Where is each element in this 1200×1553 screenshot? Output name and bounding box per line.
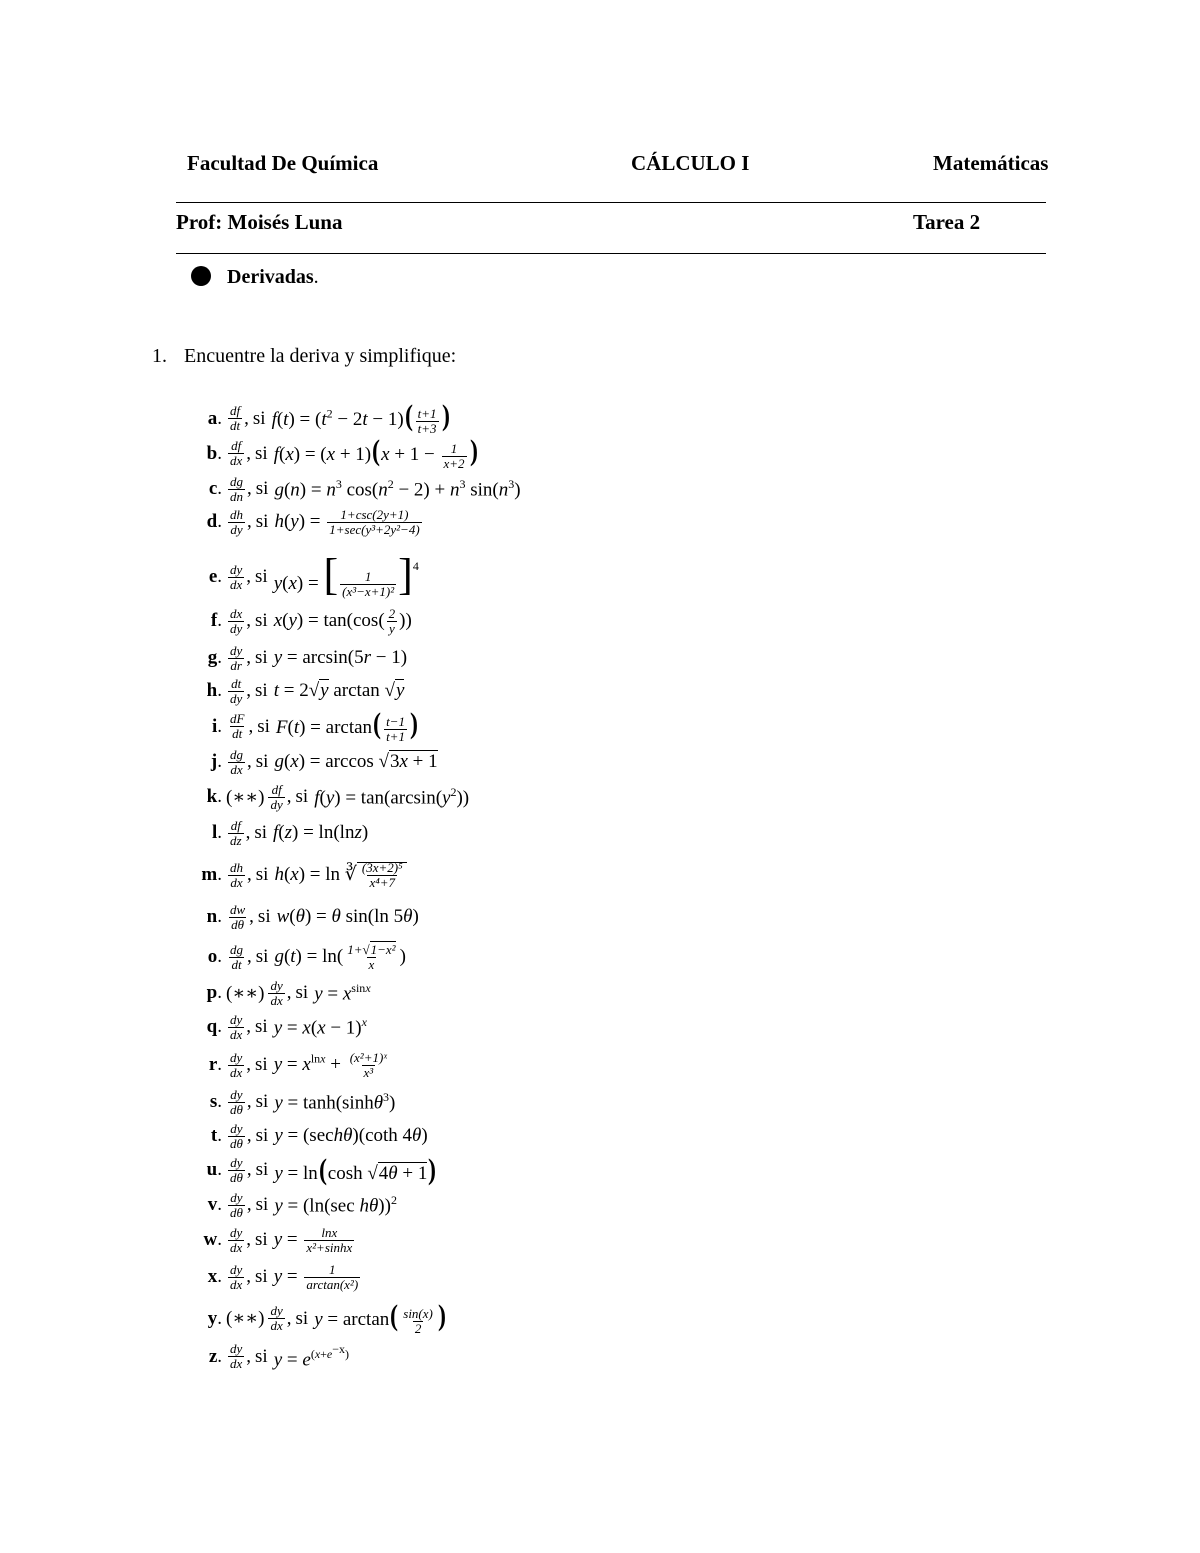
item-letter: c . bbox=[196, 478, 222, 500]
derivative-operator: $\frac{dy}{dx}$ bbox=[230, 1341, 243, 1372]
derivative-operator: $\frac{dh}{dy}$ bbox=[230, 506, 243, 537]
list-item: v . $\frac{dy}{d\theta}$ , si y = (ln(sec hθ))$^2$ bbox=[196, 1188, 397, 1222]
item-letter: u . bbox=[196, 1159, 222, 1181]
derivative-operator: $\frac{dg}{dx}$ bbox=[230, 746, 243, 777]
list-item: w . $\frac{dy}{dx}$ , si y = $\frac{\ln x}{\text{x²+sinhx}}$ bbox=[196, 1223, 356, 1257]
list-item: j . $\frac{dg}{dx}$ , si g(x) = arccos √3x + 1 bbox=[196, 745, 438, 779]
item-letter: q . bbox=[196, 1016, 222, 1038]
item-letter: b . bbox=[196, 443, 222, 465]
derivative-operator: $\frac{dy}{d\theta}$ bbox=[230, 1120, 243, 1151]
list-item: g . $\frac{dy}{dr}$ , si y = arcsin(5r − 1) bbox=[196, 641, 407, 675]
faculty-name: Facultad De Química bbox=[187, 151, 379, 175]
item-letter: x . bbox=[196, 1266, 222, 1288]
item-letter: t . bbox=[196, 1125, 222, 1147]
difficulty-marker: (∗∗) bbox=[226, 1308, 265, 1330]
list-item: y . (∗∗) $\frac{dy}{dx}$ , si y = arctan( $\frac{\sin(x)}{2}$ ) bbox=[196, 1302, 447, 1336]
item-letter: m . bbox=[196, 864, 222, 886]
derivative-operator: $\frac{df}{dy}$ bbox=[270, 781, 283, 812]
derivative-operator: $\frac{dw}{d\theta}$ bbox=[230, 901, 246, 932]
item-letter: f . bbox=[196, 610, 222, 632]
derivative-operator: $\frac{df}{dt}$ bbox=[230, 403, 241, 434]
course-title: CÁLCULO I bbox=[631, 151, 750, 175]
derivative-operator: $\frac{dy}{dx}$ bbox=[230, 1011, 243, 1042]
derivative-operator: $\frac{dy}{dx}$ bbox=[230, 1049, 243, 1080]
bullet-icon bbox=[191, 266, 211, 286]
item-letter: w . bbox=[196, 1229, 222, 1251]
derivative-operator: $\frac{df}{dx}$ bbox=[230, 438, 243, 469]
header-divider-top bbox=[176, 202, 1046, 203]
item-letter: i . bbox=[196, 716, 222, 738]
professor-name: Prof: Moisés Luna bbox=[176, 210, 343, 234]
list-item: b . $\frac{df}{dx}$ , si f(x) = (x + 1)(x + 1 − $\frac{1}{x+2}$ ) bbox=[196, 437, 479, 471]
derivative-operator: $\frac{dg}{dn}$ bbox=[230, 473, 243, 504]
item-letter: n . bbox=[196, 906, 222, 928]
derivative-operator: $\frac{dx}{dy}$ bbox=[230, 605, 243, 636]
list-item: h . $\frac{dt}{dy}$ , si t = 2√y arctan √y bbox=[196, 674, 404, 708]
list-item: s . $\frac{dy}{d\theta}$ , si y = tanh(sinhθ$^3$) bbox=[196, 1085, 395, 1119]
assignment-label: Tarea 2 bbox=[913, 210, 981, 234]
item-letter: h . bbox=[196, 680, 222, 702]
item-letter: v . bbox=[196, 1194, 222, 1216]
difficulty-marker: (∗∗) bbox=[226, 786, 265, 808]
difficulty-marker: (∗∗) bbox=[226, 982, 265, 1004]
list-item: x . $\frac{dy}{dx}$ , si y = $\frac{1}{\text{arctan(x²)}}$ bbox=[196, 1260, 362, 1294]
list-item: a . $\frac{df}{dt}$ , si $f(t) = (t^2 - 2t - 1)$( $\frac{t+1}{t+3}$ ) bbox=[196, 402, 451, 436]
question-number: 1. bbox=[152, 345, 167, 367]
list-item: m . $\frac{dh}{dx}$ , si h(x) = ln ∛ $\frac{\text{(3x+2)⁵}}{\text{x⁴+7}}$ bbox=[196, 858, 407, 892]
derivative-operator: $\frac{dg}{dt}$ bbox=[230, 941, 243, 972]
derivative-operator: $\frac{dy}{dx}$ bbox=[270, 977, 283, 1008]
item-letter: d . bbox=[196, 511, 222, 533]
item-letter: e . bbox=[196, 566, 222, 588]
item-letter: s . bbox=[196, 1091, 222, 1113]
list-item: t . $\frac{dy}{d\theta}$ , si y = (sechθ)(coth 4θ) bbox=[196, 1119, 428, 1153]
derivative-operator: $\frac{dF}{dt}$ bbox=[230, 711, 245, 742]
list-item: z . $\frac{dy}{dx}$ , si $y = e^{(x+e^{-x})}$ bbox=[196, 1340, 349, 1374]
list-item: n . $\frac{dw}{d\theta}$ , si w(θ) = θ sin(ln 5θ) bbox=[196, 900, 419, 934]
list-item: f . $\frac{dx}{dy}$ , si x(y) = tan(cos( $\frac{2}{y}$ )) bbox=[196, 604, 412, 638]
item-letter: y . bbox=[196, 1308, 222, 1330]
question-text: Encuentre la deriva y simplifique: bbox=[184, 345, 457, 367]
item-letter: p . bbox=[196, 982, 222, 1004]
list-item: k . (∗∗) $\frac{df}{dy}$ , si $f(y) = \tan(\arcsin(y^2))$ bbox=[196, 780, 469, 814]
derivative-operator: $\frac{dy}{dx}$ bbox=[230, 561, 243, 592]
item-letter: k . bbox=[196, 786, 222, 808]
item-letter: o . bbox=[196, 946, 222, 968]
item-letter: r . bbox=[196, 1054, 222, 1076]
derivative-operator: $\frac{dy}{dx}$ bbox=[230, 1224, 243, 1255]
derivative-operator: $\frac{dh}{dx}$ bbox=[230, 859, 243, 890]
list-item: u . $\frac{dy}{d\theta}$ , si y = ln(cosh √4θ + 1) bbox=[196, 1153, 437, 1187]
derivative-operator: $\frac{dy}{dx}$ bbox=[230, 1261, 243, 1292]
derivative-operator: $\frac{dy}{dr}$ bbox=[230, 642, 243, 673]
item-letter: l . bbox=[196, 822, 222, 844]
section-title: Derivadas. bbox=[227, 266, 319, 288]
derivative-operator: $\frac{dt}{dy}$ bbox=[230, 675, 243, 706]
list-item: q . $\frac{dy}{dx}$ , si $y = x(x - 1)^x$ bbox=[196, 1010, 367, 1044]
item-letter: g . bbox=[196, 647, 222, 669]
list-item: l . $\frac{df}{dz}$ , si f(z) = ln(lnz) bbox=[196, 816, 368, 850]
derivative-operator: $\frac{dy}{d\theta}$ bbox=[230, 1154, 243, 1185]
list-item: o . $\frac{dg}{dt}$ , si g(t) = ln( $\frac{\text{1+√1−x²}}{x}$ ) bbox=[196, 940, 406, 974]
list-item: r . $\frac{dy}{dx}$ , si $y = x^{lnx}$ + $\frac{\text{(x²+1)ˣ}}{\text{x³}}$ bbox=[196, 1048, 391, 1082]
subject-name: Matemáticas bbox=[933, 151, 1049, 175]
derivative-operator: $\frac{dy}{d\theta}$ bbox=[230, 1086, 243, 1117]
item-letter: a . bbox=[196, 408, 222, 430]
list-item: i . $\frac{dF}{dt}$ , si F(t) = arctan( $\frac{t-1}{t+1}$ ) bbox=[196, 710, 419, 744]
header-divider-bottom bbox=[176, 253, 1046, 254]
list-item: e . $\frac{dy}{dx}$ , si y(x) = [ $\frac{1}{\text{(x³−x+1)²}}$ ]$^4$ bbox=[196, 560, 419, 594]
derivative-operator: $\frac{dy}{d\theta}$ bbox=[230, 1189, 243, 1220]
list-item: d . $\frac{dh}{dy}$ , si h(y) = $\frac{1+\csc(2y+1)}{\text{1+sec(y³+2y²−4)}}$ bbox=[196, 505, 424, 539]
item-letter: j . bbox=[196, 751, 222, 773]
item-letter: z . bbox=[196, 1346, 222, 1368]
derivative-operator: $\frac{dy}{dx}$ bbox=[270, 1303, 283, 1334]
list-item: p . (∗∗) $\frac{dy}{dx}$ , si $y = x^{sinx}$ bbox=[196, 976, 371, 1010]
list-item: c . $\frac{dg}{dn}$ , si $g(n) = n^3$ $\cos(n^2 - 2) + n^3$ $\sin(n^3)$ bbox=[196, 472, 521, 506]
derivative-operator: $\frac{df}{dz}$ bbox=[230, 817, 242, 848]
